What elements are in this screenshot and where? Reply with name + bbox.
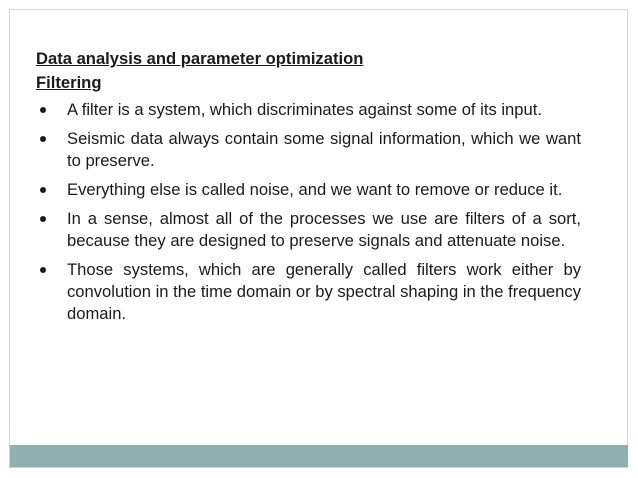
bullet-text: Everything else is called noise, and we want to remove or reduce it. xyxy=(67,180,563,199)
slide-heading: Data analysis and parameter optimization xyxy=(36,49,364,68)
bullet-text: Those systems, which are generally called filters work either by convolution in the time domain or by spectral shaping in the frequency domain. xyxy=(67,260,581,323)
bullet-icon xyxy=(40,216,46,222)
slide-content xyxy=(36,47,581,332)
bullet-item xyxy=(36,208,581,252)
bullet-list xyxy=(36,99,581,325)
bullet-item xyxy=(36,99,581,121)
bullet-icon xyxy=(40,136,46,142)
slide-subheading: Filtering xyxy=(36,73,102,92)
bullet-item xyxy=(36,259,581,325)
footer-bar xyxy=(10,445,628,467)
bullet-text: In a sense, almost all of the processes we use are filters of a sort, because they are designed to preserve signals and attenuate noise. xyxy=(67,209,581,250)
bullet-text: A filter is a system, which discriminates against some of its input. xyxy=(67,100,542,119)
bullet-icon xyxy=(40,107,46,113)
bullet-item xyxy=(36,179,581,201)
bullet-icon xyxy=(40,187,46,193)
bullet-icon xyxy=(40,267,46,273)
bullet-text: Seismic data always contain some signal information, which we want to preserve. xyxy=(67,129,581,170)
bullet-item xyxy=(36,128,581,172)
